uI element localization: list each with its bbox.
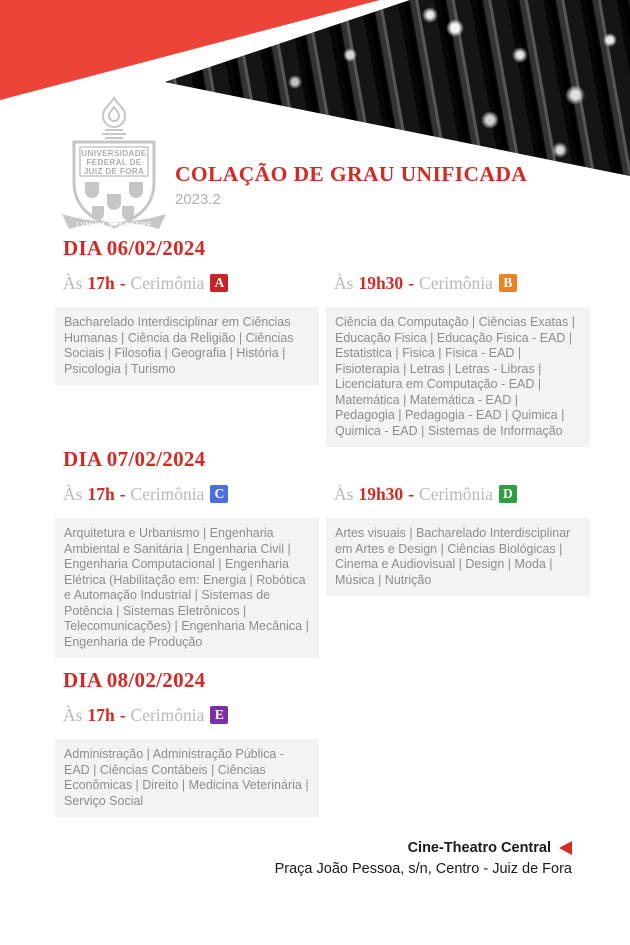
ceremony-heading-c [55, 478, 319, 510]
time-prefix: Às [334, 272, 354, 293]
page-subtitle: 2023.2 [175, 191, 221, 208]
ceremony-time: 17h [87, 483, 115, 504]
day-section-06-02 [55, 236, 590, 447]
ceremony-label: Cerimônia [419, 272, 493, 293]
ceremony-column-d [326, 478, 590, 596]
day-heading: DIA 06/02/2024 [63, 236, 206, 260]
ceremony-badge-b: B [499, 274, 517, 292]
ceremony-time: 17h [87, 704, 115, 725]
day-section-07-02 [55, 447, 590, 658]
day-heading: DIA 07/02/2024 [63, 447, 206, 471]
ceremony-label: Cerimônia [130, 272, 205, 293]
ceremony-badge-d: D [499, 485, 517, 503]
ceremony-column-a [55, 267, 319, 385]
logo-motto: LVMINA SPARGERE [76, 222, 152, 229]
ceremony-time: 19h30 [358, 483, 404, 504]
title-block [175, 162, 527, 208]
logo-text-line2: FEDERAL DE [86, 158, 142, 167]
ceremony-time: 19h30 [358, 272, 404, 293]
ceremony-badge-e: E [210, 706, 228, 724]
ceremony-heading-e [55, 699, 319, 731]
venue-address: Praça João Pessoa, s/n, Centro - Juiz de Fora [274, 861, 572, 877]
ceremonies-row [55, 478, 590, 658]
page-title: COLAÇÃO DE GRAU UNIFICADA [175, 162, 528, 186]
time-prefix: Às [334, 483, 354, 504]
course-list-e: Administração | Administração Pública - EAD | Ciências Contábeis | Ciências Econômicas | Direito | Medicina Veterinária | Serviço Social [55, 739, 319, 817]
left-arrow-icon [559, 841, 572, 855]
ceremony-badge-a: A [210, 274, 228, 292]
ceremony-label: Cerimônia [130, 704, 205, 725]
ceremony-column-c [55, 478, 319, 658]
dash-separator: - [119, 272, 126, 293]
ceremony-heading-a [55, 267, 319, 299]
dash-separator: - [408, 272, 415, 293]
course-list-a: Bacharelado Interdisciplinar em Ciências Humanas | Ciência da Religião | Ciências Sociais | Filosofia | Geografia | História | Psicologia | Turismo [55, 307, 319, 385]
ceremony-time: 17h [87, 272, 115, 293]
ceremonies-row [55, 699, 590, 817]
course-list-d: Artes visuais | Bacharelado Interdisciplinar em Artes e Design | Ciências Biológicas | Cinema e Audiovisual | Design | Moda | Música | Nutrição [326, 518, 590, 596]
dash-separator: - [408, 483, 415, 504]
time-prefix: Às [63, 483, 83, 504]
logo-text-line3: JUIZ DE FORA [83, 167, 145, 176]
day-heading: DIA 08/02/2024 [63, 668, 206, 692]
ceremony-column-b [326, 267, 590, 447]
venue-footer [275, 840, 572, 877]
time-prefix: Às [63, 272, 83, 293]
course-list-c: Arquitetura e Urbanismo | Engenharia Ambiental e Sanitária | Engenharia Civil | Engenharia Computacional | Engenharia Elétrica (Habilitação em: Energia | Robótica e Automação Industrial | Sistemas de Potência | Sistemas Eletrônicos | Telecomunicações) | Engenharia Mecânica | Engenharia de Produção [55, 518, 319, 658]
day-section-08-02 [55, 668, 590, 817]
ceremony-column-e [55, 699, 319, 817]
ceremonies-row [55, 267, 590, 447]
course-list-b: Ciência da Computação | Ciências Exatas | Educação Fisica | Educação Fisica - EAD | Estatistica | Fisica | Fisica - EAD | Fisioterapia | Letras | Letras - Libras | Licenciatura em Computação - EAD | Matemática | Matemática - EAD | Pedagogia | Pedagogia - EAD | Quimica | Quimica - EAD | Sistemas de Informação [326, 307, 590, 447]
ceremony-heading-b [326, 267, 590, 299]
dash-separator: - [119, 483, 126, 504]
venue-line [275, 840, 572, 856]
ceremony-label: Cerimônia [130, 483, 205, 504]
logo-text-line1: UNIVERSIDADE [81, 149, 147, 158]
ufjf-crest-icon [44, 94, 184, 234]
ceremony-heading-d [326, 478, 590, 510]
dash-separator: - [119, 704, 126, 725]
venue-name: Cine-Theatro Central [407, 840, 551, 856]
time-prefix: Às [63, 704, 83, 725]
ceremony-label: Cerimônia [419, 483, 493, 504]
ceremony-badge-c: C [210, 485, 228, 503]
ufjf-logo [44, 94, 184, 239]
